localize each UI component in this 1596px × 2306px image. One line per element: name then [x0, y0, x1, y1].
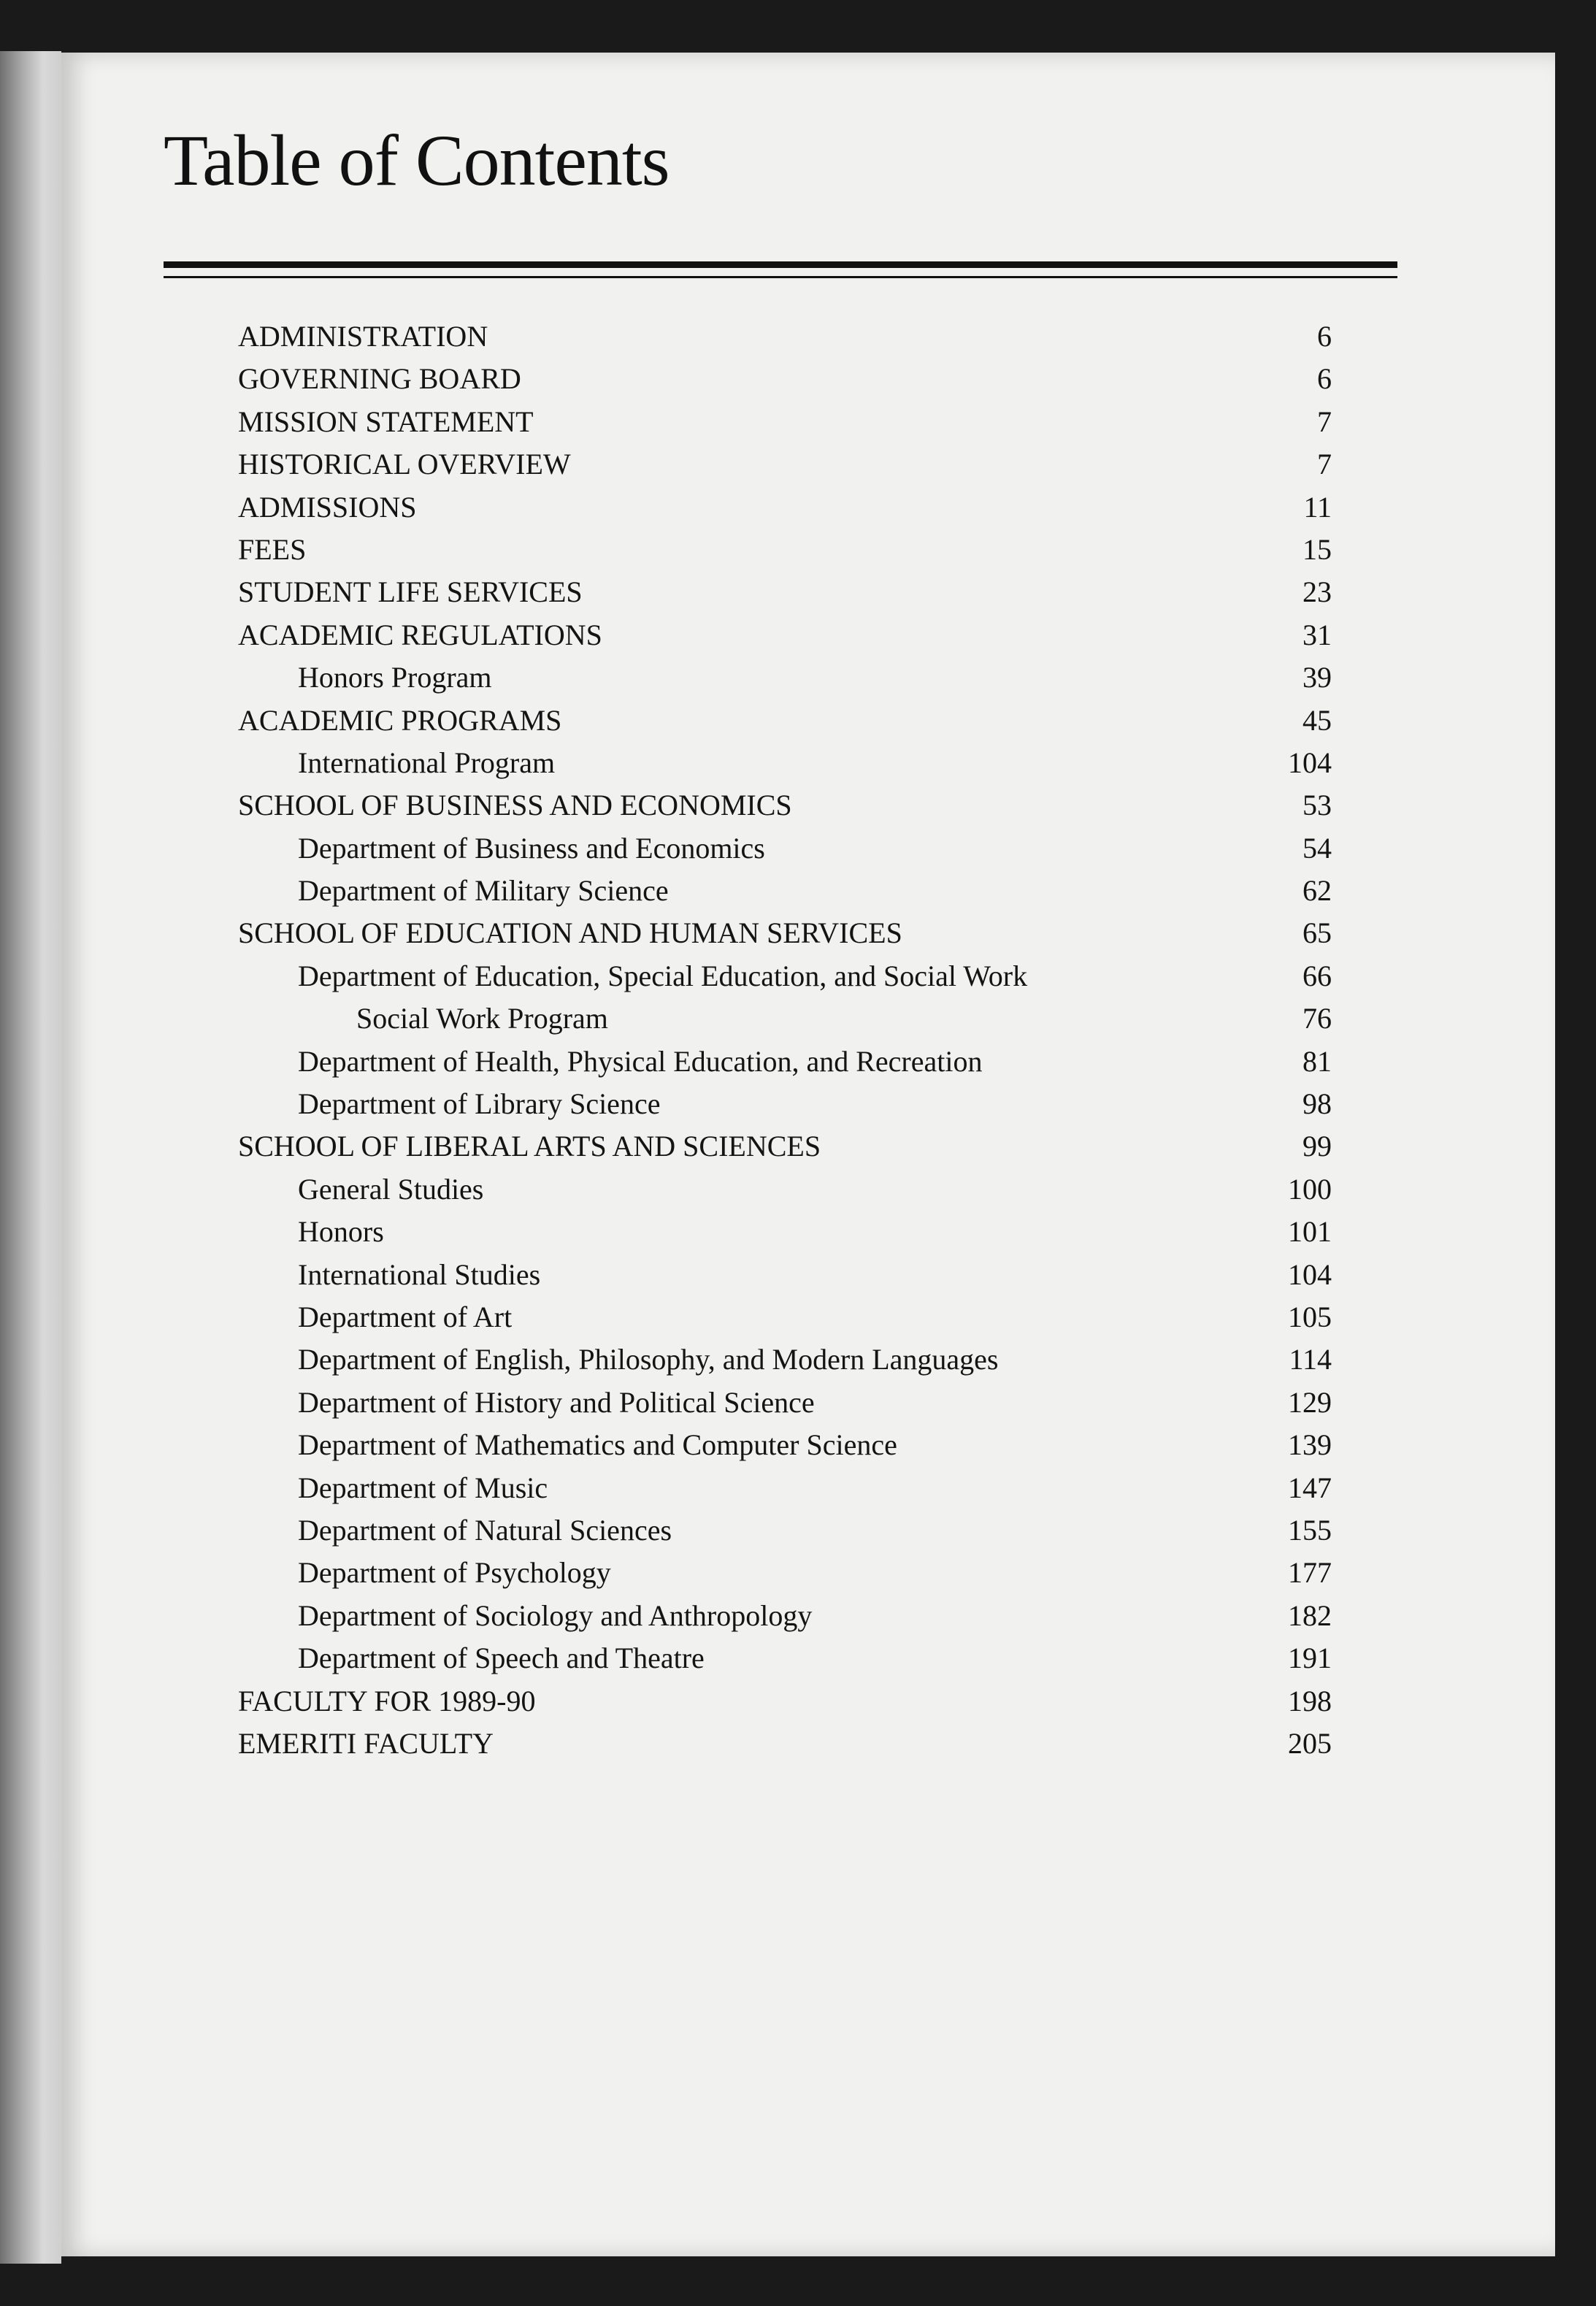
toc-entry-title: International Studies: [298, 1257, 541, 1291]
toc-entry-page: 101: [1288, 1215, 1332, 1249]
toc-entry: [238, 315, 1332, 358]
toc-entry: [238, 742, 1332, 784]
toc-entry-page: 139: [1288, 1428, 1332, 1462]
toc-entry: [238, 1125, 1332, 1168]
toc-entry-page: 6: [1317, 320, 1332, 353]
toc-entry: [238, 870, 1332, 912]
toc-entry-title: SCHOOL OF LIBERAL ARTS AND SCIENCES: [238, 1130, 821, 1163]
toc-entry: [238, 1041, 1332, 1083]
toc-entry-page: 191: [1288, 1642, 1332, 1675]
toc-entry-title: Department of Education, Special Education, and Social Work: [298, 959, 1028, 992]
toc-entry-page: 129: [1288, 1385, 1332, 1419]
toc-entry-page: 65: [1302, 916, 1332, 950]
toc-entry: [238, 1254, 1332, 1296]
toc-entry-page: 23: [1302, 575, 1332, 609]
toc-entry-page: 100: [1288, 1172, 1332, 1206]
toc-entry: [238, 912, 1332, 954]
toc-entry-page: 155: [1288, 1513, 1332, 1547]
toc-entry-title: Department of Music: [298, 1471, 548, 1504]
toc-entry-page: 177: [1288, 1556, 1332, 1590]
toc-entry: [238, 571, 1332, 613]
toc-entry: [238, 700, 1332, 742]
toc-entry: [238, 1382, 1332, 1424]
toc-entry-title: Department of Health, Physical Education, and Recreation: [298, 1044, 983, 1078]
toc-entry: [238, 401, 1332, 443]
page-title: Table of Contents: [164, 120, 670, 201]
toc-entry-title: GOVERNING BOARD: [238, 362, 521, 396]
toc-entry-title: Department of Business and Economics: [298, 831, 765, 865]
toc-entry-title: Social Work Program: [356, 1002, 608, 1035]
toc-entry-title: Department of Military Science: [298, 874, 669, 908]
toc-entry-page: 45: [1302, 703, 1332, 737]
toc-entry-page: 105: [1288, 1300, 1332, 1333]
toc-entry: [238, 1296, 1332, 1338]
toc-entry-page: 53: [1302, 789, 1332, 822]
toc-entry-page: 104: [1288, 746, 1332, 779]
toc-entry: [238, 1424, 1332, 1466]
toc-entry-title: Department of Psychology: [298, 1556, 611, 1590]
toc-entry-title: General Studies: [298, 1172, 484, 1206]
toc-entry: [238, 614, 1332, 656]
toc-entry-page: 114: [1289, 1343, 1332, 1376]
toc-entry-title: FEES: [238, 532, 307, 566]
toc-entry: [238, 827, 1332, 870]
toc-entry-title: SCHOOL OF EDUCATION AND HUMAN SERVICES: [238, 916, 902, 950]
toc-entry-page: 104: [1288, 1257, 1332, 1291]
toc-entry: [238, 1211, 1332, 1253]
toc-entry-title: Department of Mathematics and Computer Science: [298, 1428, 897, 1462]
toc-entry-page: 76: [1302, 1002, 1332, 1035]
toc-entry: [238, 1467, 1332, 1509]
toc-entry-title: Department of Natural Sciences: [298, 1513, 672, 1547]
toc-entry-title: STUDENT LIFE SERVICES: [238, 575, 583, 609]
toc-entry: [238, 1083, 1332, 1125]
adjacent-page-edge: [0, 51, 61, 2264]
toc-entry-page: 7: [1317, 405, 1332, 438]
toc-entry-page: 182: [1288, 1598, 1332, 1632]
toc-entry-page: 98: [1302, 1087, 1332, 1121]
toc-entry: [238, 1552, 1332, 1594]
toc-entry-title: HISTORICAL OVERVIEW: [238, 448, 571, 481]
toc-entry-page: 11: [1303, 490, 1332, 524]
toc-entry-title: Department of History and Political Science: [298, 1385, 815, 1419]
toc-entry-title: Department of English, Philosophy, and Modern Languages: [298, 1343, 999, 1376]
title-rule-thin: [164, 276, 1397, 278]
toc-entry: [238, 1338, 1332, 1381]
toc-entry: [238, 1168, 1332, 1211]
toc-entry-page: 198: [1288, 1684, 1332, 1717]
toc-entry-title: Department of Speech and Theatre: [298, 1642, 705, 1675]
toc-entry-title: Honors: [298, 1215, 384, 1249]
toc-entry-page: 62: [1302, 874, 1332, 908]
toc-entry: [238, 358, 1332, 400]
toc-entry-title: ADMISSIONS: [238, 490, 417, 524]
toc-entry: [238, 1637, 1332, 1679]
toc-entry-title: ACADEMIC REGULATIONS: [238, 618, 602, 651]
toc-entry-title: EMERITI FACULTY: [238, 1726, 494, 1760]
toc-entry: [238, 443, 1332, 486]
toc-entry-title: SCHOOL OF BUSINESS AND ECONOMICS: [238, 789, 792, 822]
toc-entry-title: Department of Library Science: [298, 1087, 661, 1121]
toc-entry-page: 15: [1302, 532, 1332, 566]
title-rule-thick: [164, 261, 1397, 268]
toc-entry: [238, 656, 1332, 699]
toc-entry-page: 99: [1302, 1130, 1332, 1163]
toc-entry-title: ADMINISTRATION: [238, 320, 488, 353]
toc-entry-page: 54: [1302, 831, 1332, 865]
toc-entry: [238, 529, 1332, 571]
toc-entry: [238, 1680, 1332, 1723]
toc-entry: [238, 784, 1332, 827]
toc-list: [238, 315, 1332, 1765]
toc-entry-page: 147: [1288, 1471, 1332, 1504]
toc-entry-page: 7: [1317, 448, 1332, 481]
toc-entry: [238, 486, 1332, 529]
toc-entry-page: 6: [1317, 362, 1332, 396]
toc-entry-title: Honors Program: [298, 661, 492, 694]
toc-entry: [238, 1595, 1332, 1637]
toc-entry-title: FACULTY FOR 1989-90: [238, 1684, 536, 1717]
toc-entry-title: MISSION STATEMENT: [238, 405, 534, 438]
toc-entry-title: International Program: [298, 746, 556, 779]
toc-entry: [238, 1509, 1332, 1552]
toc-entry: [238, 997, 1332, 1040]
toc-entry: [238, 955, 1332, 997]
toc-entry: [238, 1723, 1332, 1765]
toc-entry-page: 66: [1302, 959, 1332, 992]
toc-entry-page: 39: [1302, 661, 1332, 694]
toc-entry-title: ACADEMIC PROGRAMS: [238, 703, 562, 737]
toc-entry-page: 31: [1302, 618, 1332, 651]
toc-entry-title: Department of Sociology and Anthropology: [298, 1598, 813, 1632]
toc-entry-page: 81: [1302, 1044, 1332, 1078]
toc-entry-title: Department of Art: [298, 1300, 513, 1333]
toc-entry-page: 205: [1288, 1726, 1332, 1760]
